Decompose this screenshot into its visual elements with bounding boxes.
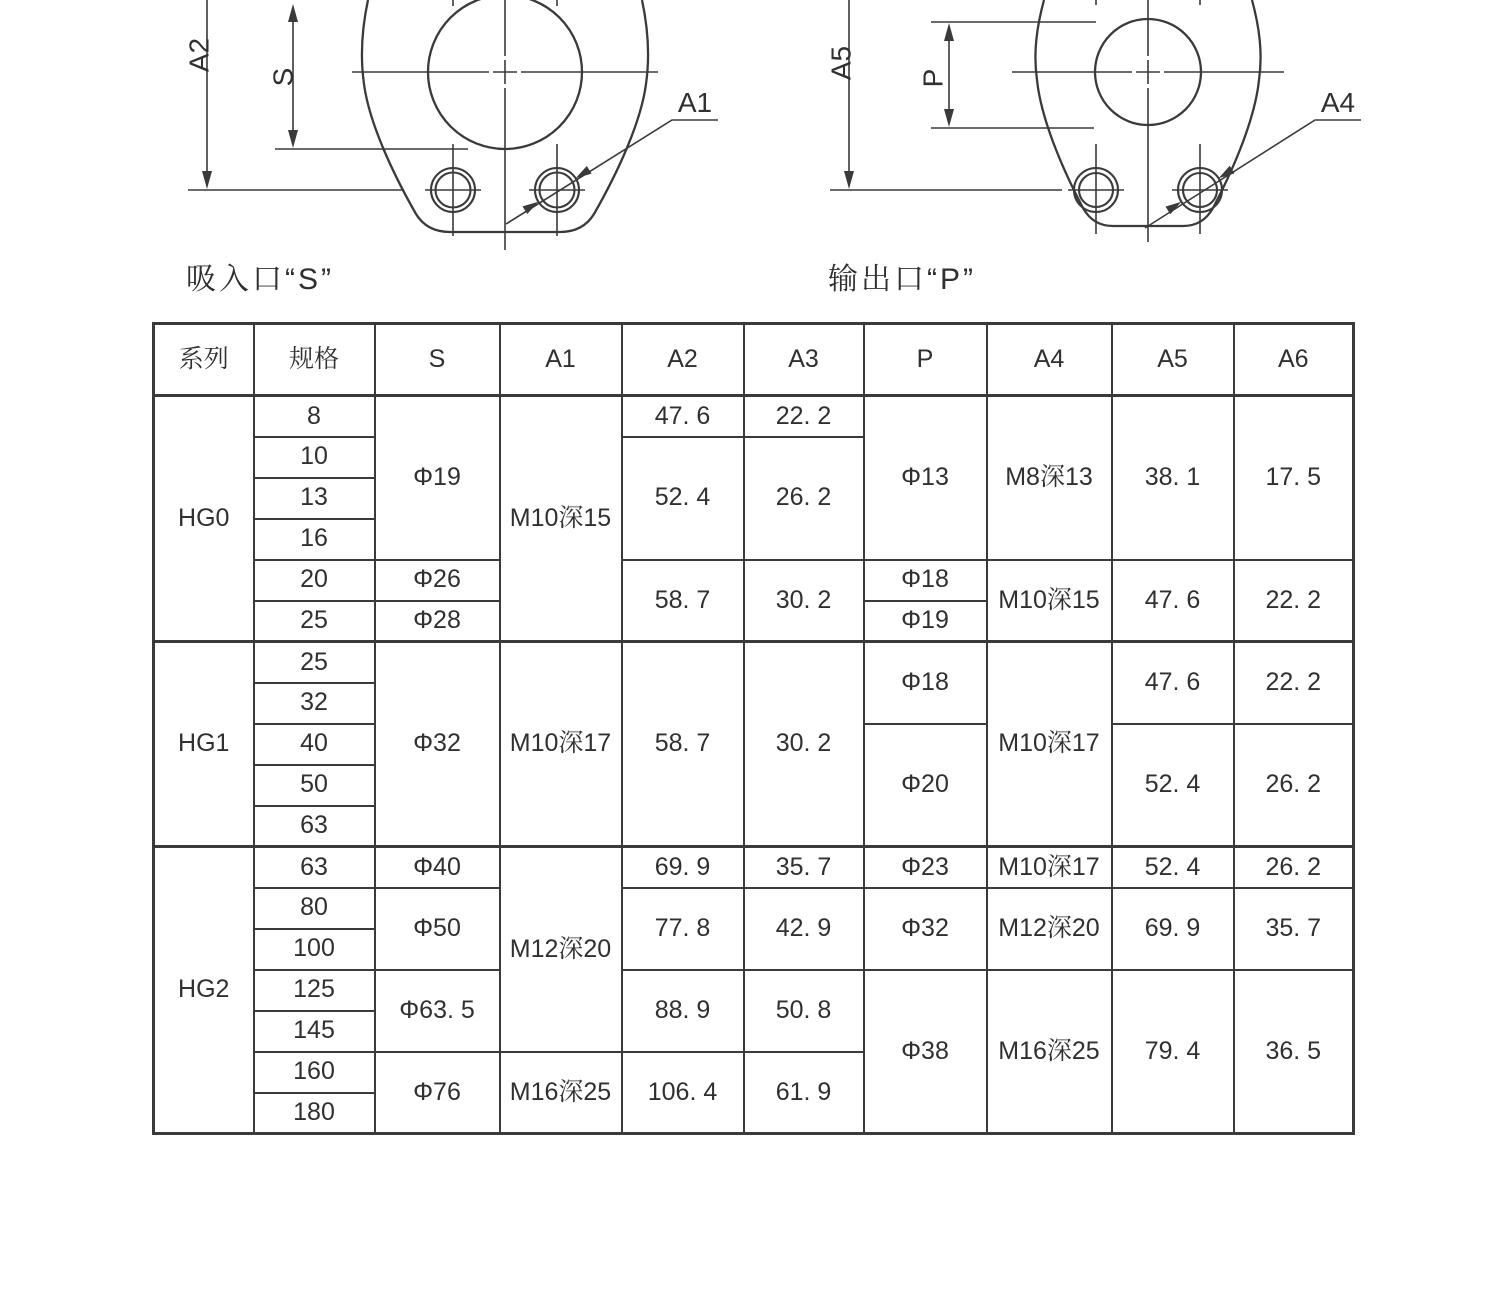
- header-s: S: [375, 324, 500, 396]
- label-a5: A5: [825, 45, 857, 81]
- label-a2: A2: [183, 37, 215, 73]
- output-port-caption: 输出口“P”: [828, 263, 976, 296]
- table-cell: 47. 6: [1112, 560, 1234, 642]
- header-series: 系列: [154, 324, 254, 396]
- label-a1: A1: [677, 87, 713, 118]
- table-cell: 125: [254, 970, 375, 1011]
- table-cell: Φ20: [864, 724, 987, 847]
- arrowhead-icon: [1166, 202, 1182, 214]
- table-cell: 10: [254, 437, 375, 478]
- table-cell: 8: [254, 396, 375, 437]
- table-cell: Φ18: [864, 642, 987, 724]
- table-cell: 32: [254, 683, 375, 724]
- table-cell: Φ38: [864, 970, 987, 1134]
- table-cell: Φ26: [375, 560, 500, 601]
- dim-p: [931, 22, 1096, 128]
- dimension-spec-table: [152, 322, 1355, 1135]
- table-row: [154, 396, 1354, 437]
- table-cell: 100: [254, 929, 375, 970]
- dim-a5: [830, 0, 1062, 190]
- table-cell: 52. 4: [1112, 724, 1234, 847]
- suction-centerlines: [352, 0, 658, 250]
- table-cell: 52. 4: [622, 437, 744, 560]
- output-flange-drawing: [826, 0, 1362, 242]
- table-cell: 42. 9: [744, 888, 864, 970]
- arrowhead-icon: [288, 4, 298, 22]
- table-row: [154, 970, 1354, 1011]
- table-cell: 69. 9: [1112, 888, 1234, 970]
- table-cell: 69. 9: [622, 847, 744, 888]
- table-cell: Φ18: [864, 560, 987, 601]
- label-s: S: [267, 67, 299, 87]
- table-cell: Φ19: [375, 396, 500, 560]
- table-cell: 88. 9: [622, 970, 744, 1052]
- header-a3: A3: [744, 324, 864, 396]
- table-cell: 63: [254, 806, 375, 847]
- table-cell: 26. 2: [1234, 724, 1354, 847]
- table-cell: Φ28: [375, 601, 500, 642]
- table-cell: 20: [254, 560, 375, 601]
- table-cell: 106. 4: [622, 1052, 744, 1134]
- table-cell: 79. 4: [1112, 970, 1234, 1134]
- table-cell: 52. 4: [1112, 847, 1234, 888]
- table-cell: 22. 2: [1234, 560, 1354, 642]
- flange-drawings-svg: [0, 0, 1500, 250]
- table-cell: 58. 7: [622, 642, 744, 847]
- header-spec: 规格: [254, 324, 375, 396]
- table-cell: 36. 5: [1234, 970, 1354, 1134]
- leader-a4: [1145, 120, 1361, 228]
- table-cell: Φ23: [864, 847, 987, 888]
- dim-s: [275, 4, 468, 149]
- table-cell: 26. 2: [744, 437, 864, 560]
- table-header-row: [154, 324, 1354, 396]
- table-cell: Φ40: [375, 847, 500, 888]
- table-cell: 30. 2: [744, 642, 864, 847]
- table-row: [154, 642, 1354, 683]
- table-cell: 38. 1: [1112, 396, 1234, 560]
- table-cell: 22. 2: [1234, 642, 1354, 724]
- table-cell: 22. 2: [744, 396, 864, 437]
- table-row: [154, 560, 1354, 601]
- table-cell: 160: [254, 1052, 375, 1093]
- table-cell: 40: [254, 724, 375, 765]
- table-cell: 25: [254, 642, 375, 683]
- header-a4: A4: [987, 324, 1112, 396]
- table-cell: 17. 5: [1234, 396, 1354, 560]
- label-p: P: [917, 68, 949, 88]
- table-row: [154, 888, 1354, 929]
- table-cell: Φ13: [864, 396, 987, 560]
- arrowhead-icon: [944, 23, 954, 41]
- table-cell: 16: [254, 519, 375, 560]
- table-cell: Φ32: [375, 642, 500, 847]
- table-cell: 26. 2: [1234, 847, 1354, 888]
- arrowhead-icon: [288, 130, 298, 148]
- table-cell: 35. 7: [744, 847, 864, 888]
- table-cell: M10深15: [500, 396, 622, 642]
- table-cell: M10深17: [500, 642, 622, 847]
- table-cell: M16深25: [987, 970, 1112, 1134]
- table-cell: Φ76: [375, 1052, 500, 1134]
- arrowhead-icon: [576, 166, 592, 178]
- table-cell: 13: [254, 478, 375, 519]
- table-cell: 63: [254, 847, 375, 888]
- header-a1: A1: [500, 324, 622, 396]
- technical-drawings: [0, 0, 1500, 250]
- leader-a1: [506, 120, 718, 224]
- table-cell: M8深13: [987, 396, 1112, 560]
- table-cell: 61. 9: [744, 1052, 864, 1134]
- series-cell: HG0: [154, 396, 254, 642]
- table-cell: M16深25: [500, 1052, 622, 1134]
- table-cell: M10深15: [987, 560, 1112, 642]
- table-cell: 50. 8: [744, 970, 864, 1052]
- table-cell: 80: [254, 888, 375, 929]
- table-cell: 35. 7: [1234, 888, 1354, 970]
- arrowhead-icon: [844, 171, 854, 189]
- suction-flange-drawing: [184, 0, 719, 250]
- series-cell: HG2: [154, 847, 254, 1134]
- header-p: P: [864, 324, 987, 396]
- table-cell: M10深17: [987, 847, 1112, 888]
- arrowhead-icon: [944, 109, 954, 127]
- table-cell: Φ50: [375, 888, 500, 970]
- dim-a2: [188, 0, 404, 190]
- table-cell: M10深17: [987, 642, 1112, 847]
- header-a5: A5: [1112, 324, 1234, 396]
- header-a6: A6: [1234, 324, 1354, 396]
- suction-port-caption: 吸入口“S”: [186, 263, 334, 296]
- header-a2: A2: [622, 324, 744, 396]
- table-cell: 25: [254, 601, 375, 642]
- table-cell: 180: [254, 1093, 375, 1134]
- label-a4: A4: [1320, 87, 1356, 118]
- table-cell: Φ32: [864, 888, 987, 970]
- table-cell: 77. 8: [622, 888, 744, 970]
- output-centerlines: [1012, 0, 1284, 242]
- table-cell: M12深20: [987, 888, 1112, 970]
- table-cell: Φ63. 5: [375, 970, 500, 1052]
- table-cell: Φ19: [864, 601, 987, 642]
- table-cell: 58. 7: [622, 560, 744, 642]
- table-cell: 145: [254, 1011, 375, 1052]
- series-cell: HG1: [154, 642, 254, 847]
- table-cell: 47. 6: [1112, 642, 1234, 724]
- table-cell: 50: [254, 765, 375, 806]
- table-cell: 47. 6: [622, 396, 744, 437]
- arrowhead-icon: [202, 171, 212, 189]
- table-cell: M12深20: [500, 847, 622, 1052]
- table-cell: 30. 2: [744, 560, 864, 642]
- table-row: [154, 847, 1354, 888]
